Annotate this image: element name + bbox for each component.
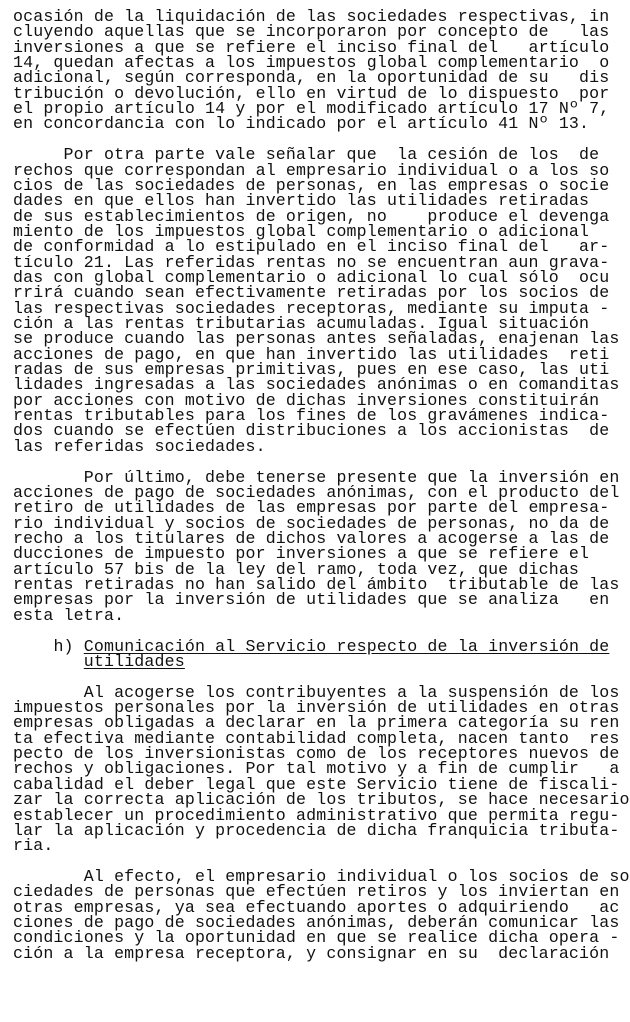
text-line: das con global complementario o adicional lo cual sólo ocu — [13, 268, 610, 287]
document-page — [13, 7, 630, 963]
text-line: tículo 21. Las referidas rentas no se encuentran aun grava- — [13, 252, 610, 272]
text-line: otras empresas, ya sea efectuando aportes o adquiriendo ac — [13, 897, 620, 917]
text-line: las respectivas sociedades receptoras, mediante su imputa - — [13, 298, 610, 318]
text-line: miento de los impuestos global complementario o adicional — [13, 221, 590, 241]
text-line: rentas retiradas no han salido del ámbito tributable de las — [13, 575, 620, 595]
paragraph-al-acogerse — [13, 682, 630, 856]
text-line: se produce cuando las personas antes señaladas, enajenan las — [13, 329, 620, 349]
text-line: adicional, según corresponda, en la oportunidad de su dis — [13, 68, 610, 88]
text-line: cabalidad el deber legal que este Servicio tiene de fiscali- — [13, 774, 620, 794]
section-title-cont: utilidades — [83, 651, 185, 671]
text-line: rentas tributables para los fines de los gravámenes indica- — [13, 406, 610, 426]
text-line: las referidas sociedades. — [13, 436, 266, 456]
text-line: ciedades de personas que efectúen retiros y los inviertan en — [13, 882, 620, 902]
text-line: lar la aplicación y procedencia de dicha franquicia tributa- — [13, 820, 620, 840]
text-line: lidades ingresadas a las sociedades anónimas o en comanditas — [13, 375, 620, 395]
text-line: rio individual y socios de sociedades de personas, no da de — [13, 513, 610, 533]
text-line: rechos y obligaciones. Por tal motivo y a fin de cumplir a — [13, 759, 620, 779]
text-line: por acciones con motivo de dichas inversiones constituirán — [13, 390, 600, 410]
text-line: ocasión de la liquidación de las sociedades respectivas, in — [13, 7, 610, 26]
text-line: cios de las sociedades de personas, en las empresas o socie — [13, 175, 610, 195]
text-line: empresas obligadas a declarar en la primera categoría su ren — [13, 713, 620, 733]
text-line: acciones de pago, en que han invertido las utilidades reti — [13, 344, 610, 364]
text-line: de conformidad a lo estipulado en el inciso final del ar- — [13, 237, 610, 257]
paragraph-por-ultimo — [13, 467, 625, 625]
text-line: rrirá cuando sean efectivamente retiradas por los socios de — [13, 283, 610, 303]
text-line: Por otra parte vale señalar que la cesión de los de — [13, 145, 600, 165]
text-line: retiro de utilidades de las empresas por parte del empresa- — [13, 498, 610, 518]
heading-line — [13, 651, 625, 671]
text-line: pecto de los inversionistas como de los receptores nuevos de — [13, 744, 620, 764]
text-line: en concordancia con lo indicado por el artículo 41 Nº 13. — [13, 114, 590, 134]
paragraph-liquidacion — [13, 9, 625, 132]
text-line: dades en que ellos han invertido las utilidades retiradas — [13, 191, 590, 211]
text-line: ción a la empresa receptora, y consignar en su declaración — [13, 943, 610, 963]
text-line: el propio artículo 14 y por el modificado artículo 17 Nº 7, — [13, 99, 610, 119]
text-line: rechos que correspondan al empresario individual o a los so — [13, 160, 610, 180]
section-marker: h) — [53, 636, 74, 656]
text-line: 14, quedan afectas a los impuestos global complementario o — [13, 53, 610, 73]
text-line: ducciones de impuesto por inversiones a que se refiere el — [13, 544, 590, 564]
text-line: artículo 57 bis de la ley del ramo, toda vez, que dichas — [13, 559, 580, 579]
text-line: ria. — [13, 836, 54, 856]
text-line: empresas por la inversión de utilidades que se analiza en — [13, 590, 610, 610]
text-line: impuestos personales por la inversión de utilidades en otras — [13, 698, 620, 718]
paragraph-al-efecto — [13, 867, 630, 963]
text-line: inversiones a que se refiere el inciso final del artículo — [13, 37, 610, 57]
text-line: tribución o devolución, ello en virtud de lo dispuesto por — [13, 83, 610, 103]
text-line: Al acogerse los contribuyentes a la suspensión de los — [13, 682, 620, 702]
text-line: esta letra. — [13, 605, 125, 625]
text-line: Al efecto, el empresario individual o los socios de so — [13, 867, 630, 887]
text-line: dos cuando se efectúen distribuciones a los accionistas de — [13, 421, 610, 441]
text-line: acciones de pago de sociedades anónimas, con el producto del — [13, 482, 620, 502]
text-line: zar la correcta aplicación de los tributos, se hace necesario — [13, 790, 630, 810]
text-line: Por último, debe tenerse presente que la inversión en — [13, 467, 620, 487]
text-line: de sus establecimientos de origen, no produce el devenga — [13, 206, 610, 226]
section-heading-h — [13, 636, 625, 671]
section-title: Comunicación al Servicio respecto de la inversión de — [83, 636, 610, 656]
paragraph-cesion-derechos — [13, 147, 625, 454]
text-line: establecer un procedimiento administrativo que permita regu- — [13, 805, 620, 825]
text-line: ción a las rentas tributarias acumuladas. Igual situación — [13, 314, 590, 334]
text-line: ciones de pago de sociedades anónimas, deberán comunicar las — [13, 913, 620, 933]
text-line: ta efectiva mediante contabilidad completa, nacen tanto res — [13, 728, 620, 748]
text-line: recho a los titulares de dichos valores a acogerse a las de — [13, 529, 610, 548]
text-line: radas de sus empresas primitivas, pues en ese caso, las uti — [13, 360, 610, 380]
text-line: condiciones y la oportunidad en que se realice dicha opera - — [13, 928, 620, 948]
text-line: cluyendo aquellas que se incorporaron por concepto de las — [13, 22, 610, 42]
